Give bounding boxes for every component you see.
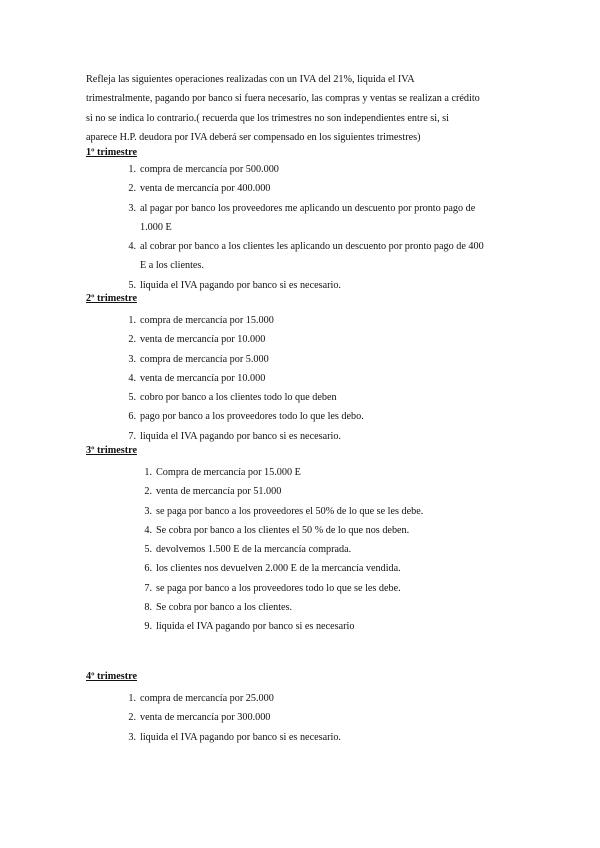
item-text: Compra de mercancía por 15.000 E: [156, 467, 301, 478]
list-item: [128, 388, 364, 407]
item-text: Se cobra por banco a los clientes.: [156, 602, 293, 614]
list-item: [128, 199, 484, 238]
item-number: 3.: [128, 731, 136, 743]
item-number: 4.: [128, 372, 136, 384]
item-number: 3.: [144, 505, 152, 517]
item-text: liquida el IVA pagando por banco si es necesario.: [140, 430, 341, 442]
item-text: venta de mercancía por 300.000: [140, 712, 271, 724]
list-item: [128, 311, 364, 330]
list-item: [128, 708, 341, 727]
item-number: 2.: [144, 486, 152, 498]
item-text: liquida el IVA pagando por banco si es necesario.: [140, 279, 341, 291]
item-number: 5.: [144, 544, 152, 556]
quarter-4-list: [128, 689, 341, 747]
list-item: [144, 559, 423, 578]
item-number: 4.: [144, 524, 152, 536]
list-item: [144, 598, 423, 617]
item-text: cobro por banco a los clientes todo lo que deben: [140, 392, 337, 404]
item-number: 1.: [128, 164, 136, 175]
item-text: pago por banco a los proveedores todo lo que les debo.: [140, 411, 364, 423]
item-text: venta de mercancía por 10.000: [140, 334, 266, 346]
intro-line: aparece H.P. deudora por IVA deberá ser compensado en los siguientes trimestres): [86, 131, 421, 143]
list-item: [128, 407, 364, 426]
list-item: [128, 350, 364, 369]
item-text: se paga por banco a los proveedores todo lo que se les debe.: [156, 582, 401, 594]
item-number: 7.: [128, 430, 136, 442]
item-number: 6.: [144, 563, 152, 575]
item-text: 1.000 E: [140, 221, 172, 233]
list-item: [128, 689, 341, 708]
item-text: compra de mercancía por 25.000: [140, 693, 274, 704]
item-text: devolvemos 1.500 E de la mercancía comprada.: [156, 544, 352, 556]
list-item: [128, 728, 341, 747]
list-item: [144, 482, 423, 501]
quarter-4-heading: 4º trimestre: [86, 671, 137, 682]
item-number: 1.: [128, 315, 136, 326]
item-number: 7.: [144, 582, 152, 594]
item-number: 8.: [144, 602, 152, 614]
quarter-2-heading: 2º trimestre: [86, 293, 137, 304]
item-text: E a los clientes.: [140, 260, 204, 272]
item-number: 1.: [144, 467, 152, 478]
item-text: se paga por banco a los proveedores el 50% de lo que se les debe.: [156, 505, 424, 517]
item-number: 2.: [128, 712, 136, 724]
item-number: 1.: [128, 693, 136, 704]
list-item: [144, 579, 423, 598]
quarter-1-list: [128, 160, 484, 295]
list-item: [128, 160, 484, 179]
item-number: 3.: [128, 202, 136, 214]
list-item: [128, 330, 364, 349]
list-item: [128, 237, 484, 276]
item-number: 2.: [128, 334, 136, 346]
intro-line: trimestralmente, pagando por banco si fuera necesario, las compras y ventas se realizan a crédito: [86, 93, 480, 105]
list-item: [144, 463, 423, 482]
list-item: [128, 427, 364, 446]
item-number: 4.: [128, 241, 136, 253]
list-item: [128, 369, 364, 388]
item-text: compra de mercancía por 500.000: [140, 164, 279, 175]
item-number: 6.: [128, 411, 136, 423]
item-text: liquida el IVA pagando por banco si es necesario: [156, 621, 355, 633]
item-text: venta de mercancía por 10.000: [140, 372, 266, 384]
item-number: 5.: [128, 279, 136, 291]
quarter-3-heading: 3º trimestre: [86, 445, 137, 456]
intro-line: Refleja las siguientes operaciones realizadas con un IVA del 21%, liquida el IVA: [86, 74, 415, 85]
item-number: 3.: [128, 353, 136, 365]
item-text: venta de mercancía por 51.000: [156, 486, 282, 498]
item-text: liquida el IVA pagando por banco si es necesario.: [140, 731, 341, 743]
item-number: 2.: [128, 183, 136, 195]
item-text: compra de mercancía por 15.000: [140, 315, 274, 326]
quarter-1-heading: 1º trimestre: [86, 147, 137, 158]
list-item: [144, 502, 424, 521]
intro-line: si no se indica lo contrario.( recuerda que los trimestres no son independientes entre si, si: [86, 112, 449, 124]
item-text: los clientes nos devuelven 2.000 E de la mercancía vendida.: [156, 563, 401, 575]
item-number: 9.: [144, 621, 152, 633]
quarter-2-list: [128, 311, 364, 446]
item-text: al cobrar por banco a los clientes les aplicando un descuento por pronto pago de 400: [140, 241, 484, 253]
list-item: [128, 276, 484, 295]
item-text: Se cobra por banco a los clientes el 50 % de lo que nos deben.: [156, 524, 410, 536]
item-number: 5.: [128, 392, 136, 404]
intro-paragraph: [86, 70, 526, 147]
list-item: [144, 521, 423, 540]
list-item: [144, 617, 423, 636]
list-item: [128, 179, 484, 198]
list-item: [144, 540, 423, 559]
item-text: al pagar por banco los proveedores me aplicando un descuento por pronto pago de: [140, 202, 476, 214]
item-text: compra de mercancía por 5.000: [140, 353, 269, 365]
item-text: venta de mercancía por 400.000: [140, 183, 271, 195]
quarter-3-list: [144, 463, 424, 637]
